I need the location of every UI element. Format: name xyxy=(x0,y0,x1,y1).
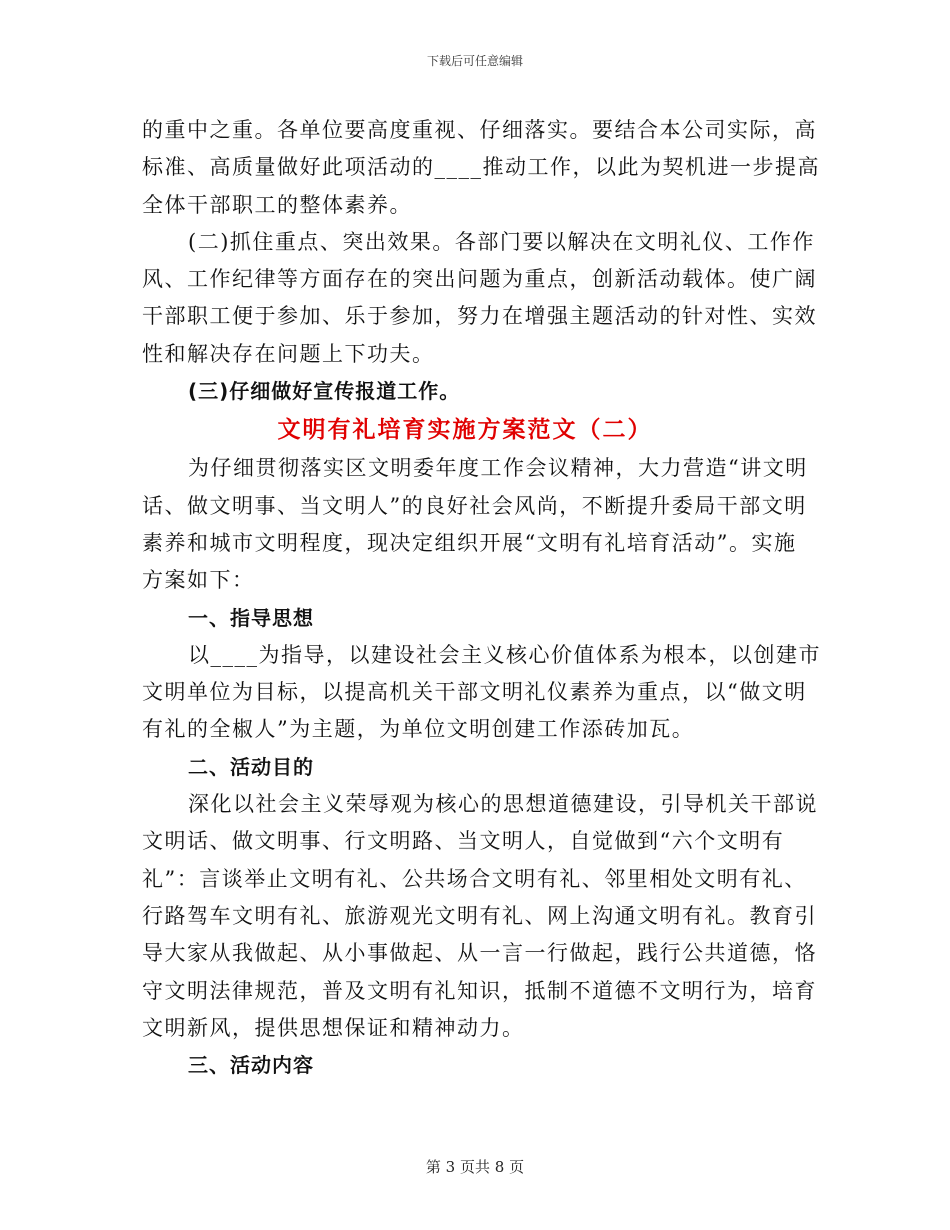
section-heading: 一、指导思想 xyxy=(188,605,314,630)
section-heading: 二、活动目的 xyxy=(188,754,314,779)
paragraph-line: 导大家从我做起、从小事做起、从一言一行做起，践行公共道德，恪 xyxy=(142,941,817,966)
paragraph-line: 有礼的全椒人”为主题，为单位文明创建工作添砖加瓦。 xyxy=(142,717,695,742)
paragraph-line: 文明话、做文明事、行文明路、当文明人，自觉做到“六个文明有 xyxy=(142,829,785,854)
paragraph-line: 文明新风，提供思想保证和精神动力。 xyxy=(142,1015,525,1040)
paragraph-line: 的重中之重。各单位要高度重视、仔细落实。要结合本公司实际，高 xyxy=(142,118,817,142)
paragraph-line: (二)抓住重点、突出效果。各部门要以解决在文明礼仪、工作作 xyxy=(188,229,815,254)
paragraph-line: 标准、高质量做好此项活动的____推动工作，以此为契机进一步提高 xyxy=(142,155,820,180)
page-header: 下载后可任意编辑 xyxy=(426,54,523,68)
section-heading: 三、活动内容 xyxy=(188,1053,314,1078)
paragraph-line: 素养和城市文明程度，现决定组织开展“文明有礼培育活动”。实施 xyxy=(142,530,797,555)
paragraph-line: 行路驾车文明有礼、旅游观光文明有礼、网上沟通文明有礼。教育引 xyxy=(142,903,817,928)
paragraph-line: 全体干部职工的整体素养。 xyxy=(142,192,412,217)
paragraph-line: 以____为指导，以建设社会主义核心价值体系为根本，以创建市 xyxy=(188,642,821,667)
page-footer: 第 3 页共 8 页 xyxy=(425,1158,525,1176)
paragraph-line: 方案如下： xyxy=(142,568,255,593)
document-body xyxy=(142,112,821,1084)
paragraph-line: 干部职工便于参加、乐于参加，努力在增强主题活动的针对性、实效 xyxy=(142,304,817,329)
paragraph-line: 性和解决存在问题上下功夫。 xyxy=(142,341,435,366)
paragraph-line: 文明单位为目标，以提高机关干部文明礼仪素养为重点，以“做文明 xyxy=(142,680,807,705)
paragraph-line: 话、做文明事、当文明人”的良好社会风尚，不断提升委局干部文明 xyxy=(142,493,807,518)
paragraph-line: 风、工作纪律等方面存在的突出问题为重点，创新活动载体。使广阔 xyxy=(142,267,817,292)
paragraph-line: 礼”：言谈举止文明有礼、公共场合文明有礼、邻里相处文明有礼、 xyxy=(142,866,807,891)
paragraph-line: 守文明法律规范，普及文明有礼知识，抵制不道德不文明行为，培育 xyxy=(142,978,817,1003)
section-heading: (三)仔细做好宣传报道工作。 xyxy=(188,379,461,404)
document-title: 文明有礼培育实施方案范文（二） xyxy=(277,416,653,444)
paragraph-line: 深化以社会主义荣辱观为核心的思想道德建设，引导机关干部说 xyxy=(188,792,818,817)
paragraph-line: 为仔细贯彻落实区文明委年度工作会议精神，大力营造“讲文明 xyxy=(188,456,808,481)
